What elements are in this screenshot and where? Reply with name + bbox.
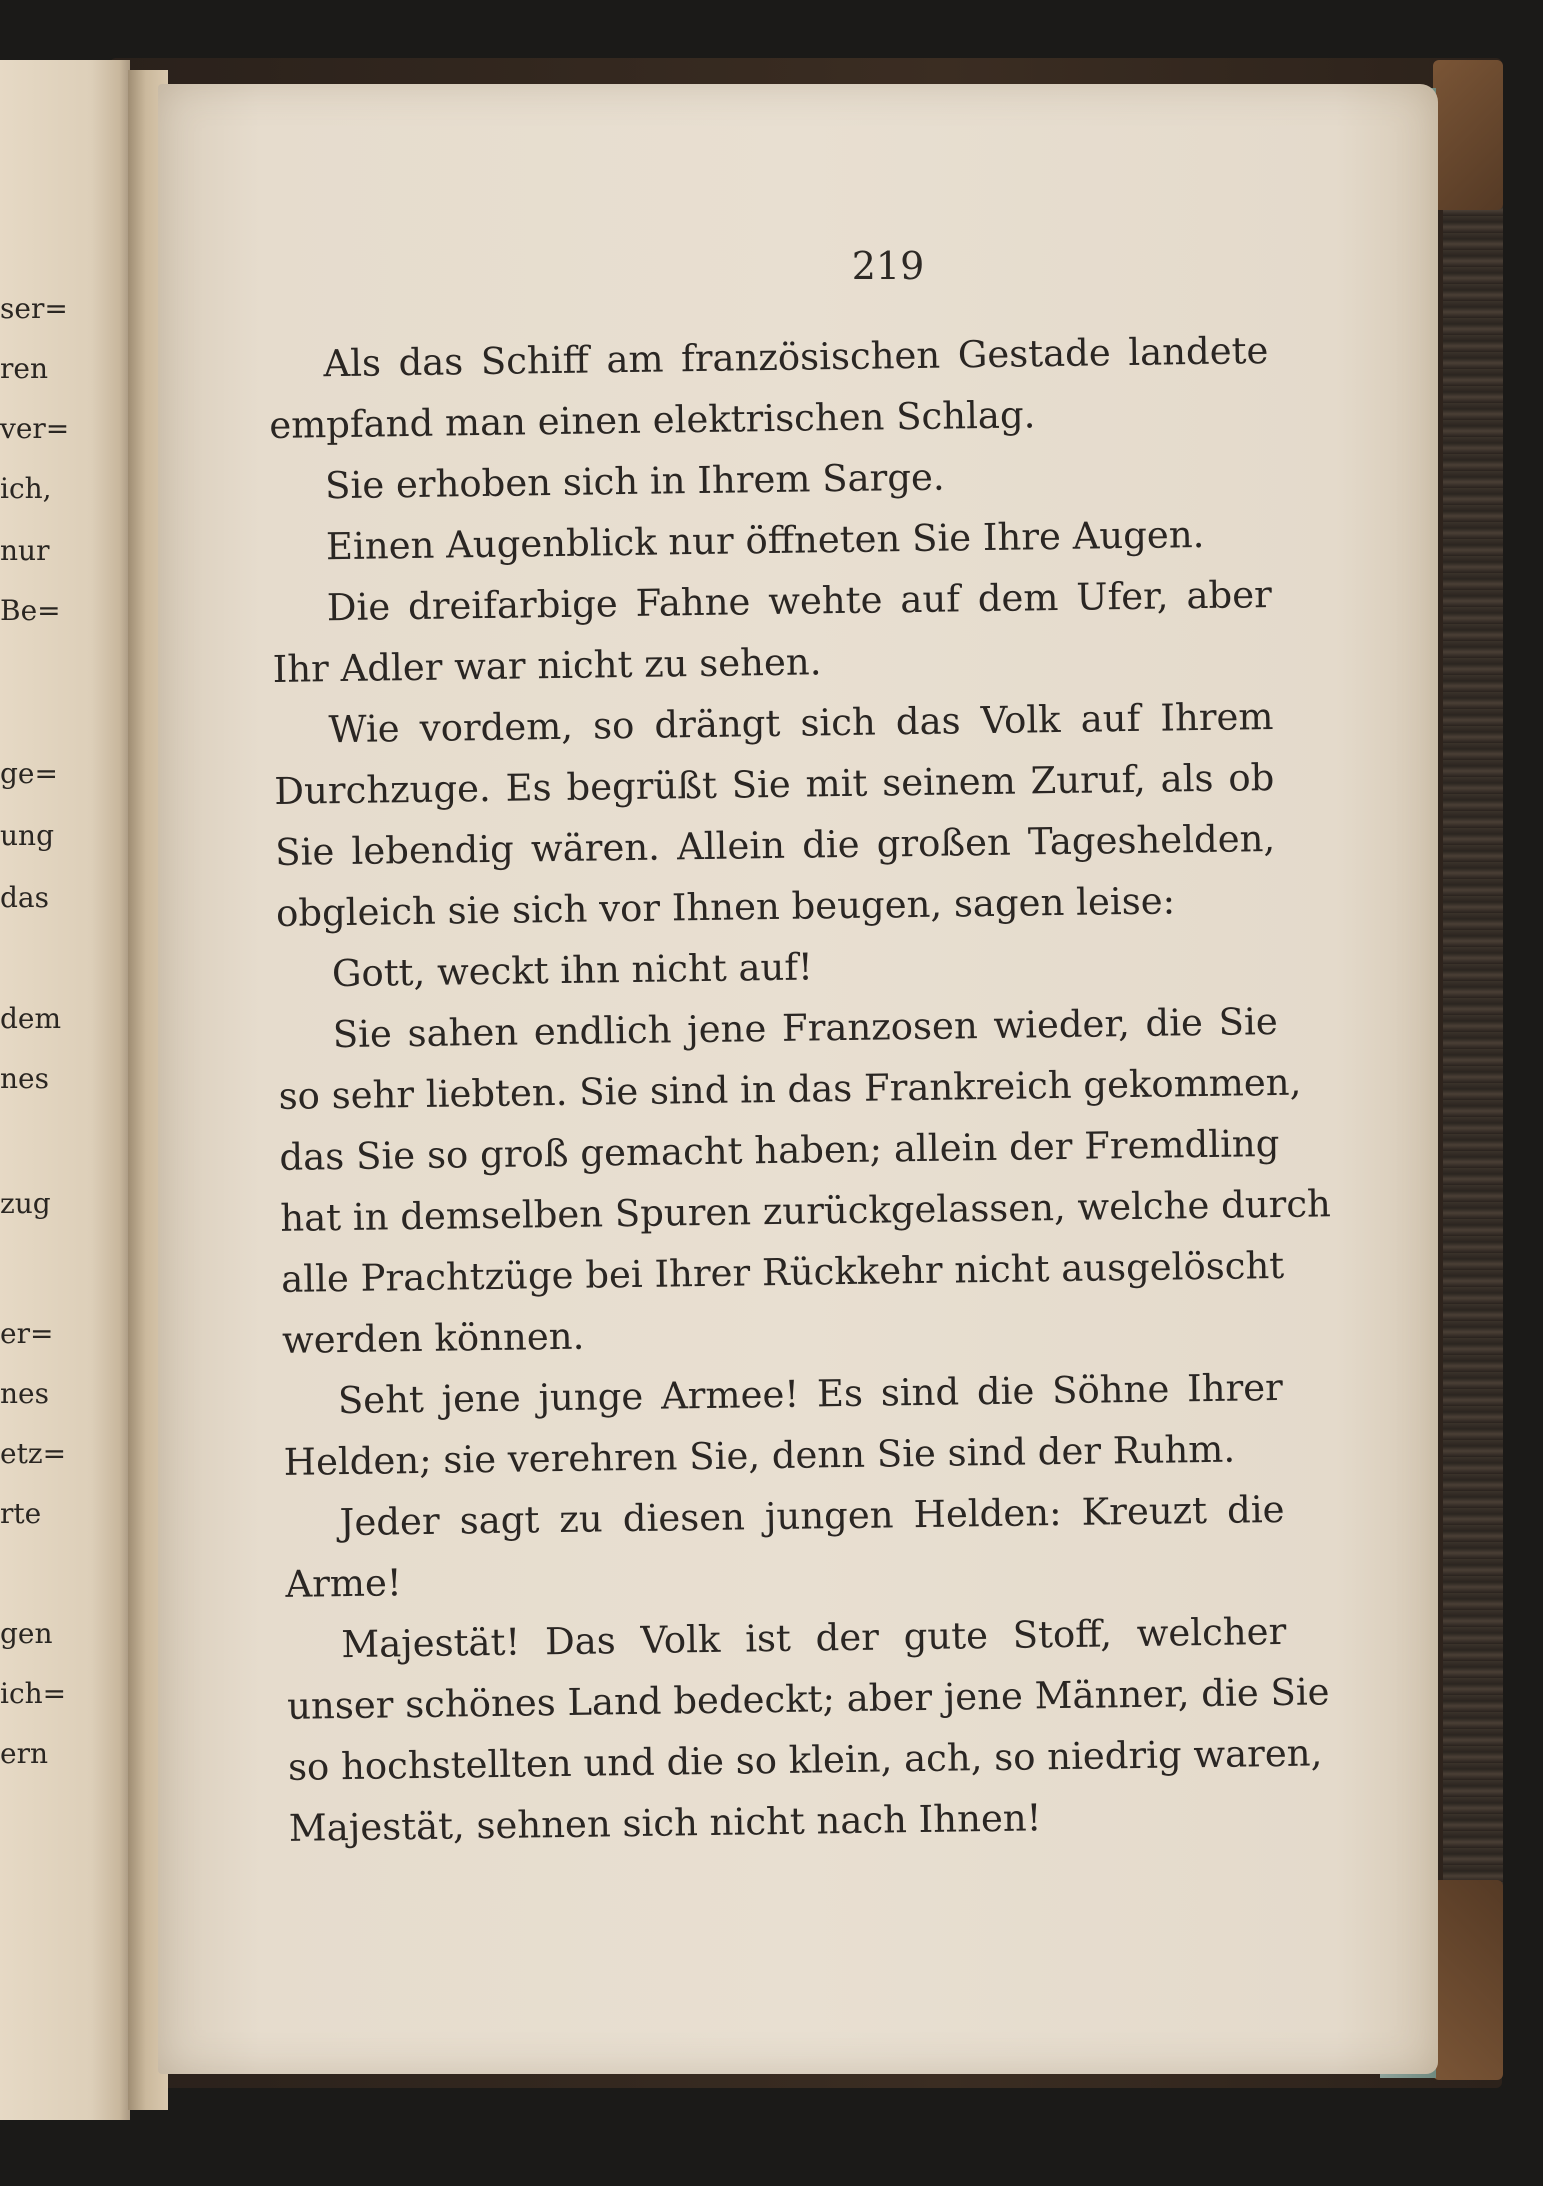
left-page-fragment: zug — [0, 1187, 51, 1220]
text-line: so sehr liebten. Sie sind in das Frankreich gekommen, — [278, 1060, 1302, 1118]
text-line: obgleich sie sich vor Ihnen beugen, sagen leise: — [275, 879, 1176, 935]
text-line: werden können. — [281, 1314, 585, 1362]
text-line: das Sie so groß gemacht haben; allein der Fremdling — [279, 1121, 1280, 1179]
text-line: Die dreifarbige Fahne wehte auf dem Ufer, aber — [326, 573, 1273, 630]
text-line: Sie lebendig wären. Allein die großen Tageshelden, — [274, 816, 1276, 874]
text-line: Ihr Adler war nicht zu sehen. — [272, 640, 822, 691]
text-line: Wie vordem, so drängt sich das Volk auf Ihrem — [328, 695, 1274, 752]
left-page-fragment: ren — [0, 352, 48, 385]
text-line: Helden; sie verehren Sie, denn Sie sind der Ruhm. — [283, 1427, 1236, 1484]
leather-corner-bottom — [1433, 1880, 1503, 2080]
page-number: 219 — [851, 244, 925, 288]
text-line: so hochstellten und die so klein, ach, so niedrig waren, — [287, 1731, 1323, 1789]
text-line: Seht jene junge Armee! Es sind die Söhne Ihrer — [337, 1365, 1284, 1423]
text-line: Gott, weckt ihn nicht auf! — [331, 945, 814, 996]
text-line: Sie sahen endlich jene Franzosen wieder, die Sie — [332, 999, 1278, 1057]
left-page-fragment: Be= — [0, 594, 61, 627]
page-text — [268, 320, 1332, 1859]
left-page-fragment: ge= — [0, 757, 58, 790]
left-page-fragment: gen — [0, 1617, 53, 1650]
text-line: unser schönes Land bedeckt; aber jene Männer, die Sie — [286, 1670, 1330, 1728]
cover-edge — [1443, 80, 1503, 2070]
leather-corner-top — [1433, 60, 1503, 210]
left-page-fragment: er= — [0, 1317, 54, 1350]
left-page-fragment: das — [0, 881, 49, 914]
text-line: Arme! — [285, 1561, 403, 1606]
text-line: Sie erhoben sich in Ihrem Sarge. — [324, 455, 945, 508]
left-page-fragment: ich= — [0, 1677, 67, 1710]
left-page-fragment: etz= — [0, 1437, 67, 1470]
text-line: Einen Augenblick nur öffneten Sie Ihre Augen. — [325, 512, 1205, 569]
left-page-fragment: ser= — [0, 292, 68, 325]
right-page — [158, 84, 1438, 2074]
text-line: empfand man einen elektrischen Schlag. — [268, 393, 1036, 447]
text-line: Jeder sagt zu diesen jungen Helden: Kreuzt die — [339, 1487, 1285, 1545]
left-page — [0, 60, 130, 2120]
left-page-fragment: dem — [0, 1002, 62, 1035]
left-page-fragment: nes — [0, 1377, 49, 1410]
text-line: Als das Schiff am französischen Gestade landete — [323, 329, 1269, 386]
text-line: alle Prachtzüge bei Ihrer Rückkehr nicht ausgelöscht — [280, 1243, 1285, 1301]
left-page-fragment: ich, — [0, 472, 52, 505]
left-page-fragment: rte — [0, 1497, 42, 1530]
text-line: Majestät! Das Volk ist der gute Stoff, welcher — [341, 1609, 1287, 1667]
text-line: Durchzuge. Es begrüßt Sie mit seinem Zuruf, als ob — [274, 755, 1275, 813]
left-page-fragment: nes — [0, 1062, 49, 1095]
left-page-fragment: ern — [0, 1737, 48, 1770]
left-page-fragment: ung — [0, 819, 54, 852]
left-page-fragment: ver= — [0, 412, 70, 445]
text-line: Majestät, sehnen sich nicht nach Ihnen! — [288, 1796, 1042, 1850]
text-line: hat in demselben Spuren zurückgelassen, welche durch — [280, 1182, 1332, 1240]
left-page-fragment: nur — [0, 534, 50, 567]
